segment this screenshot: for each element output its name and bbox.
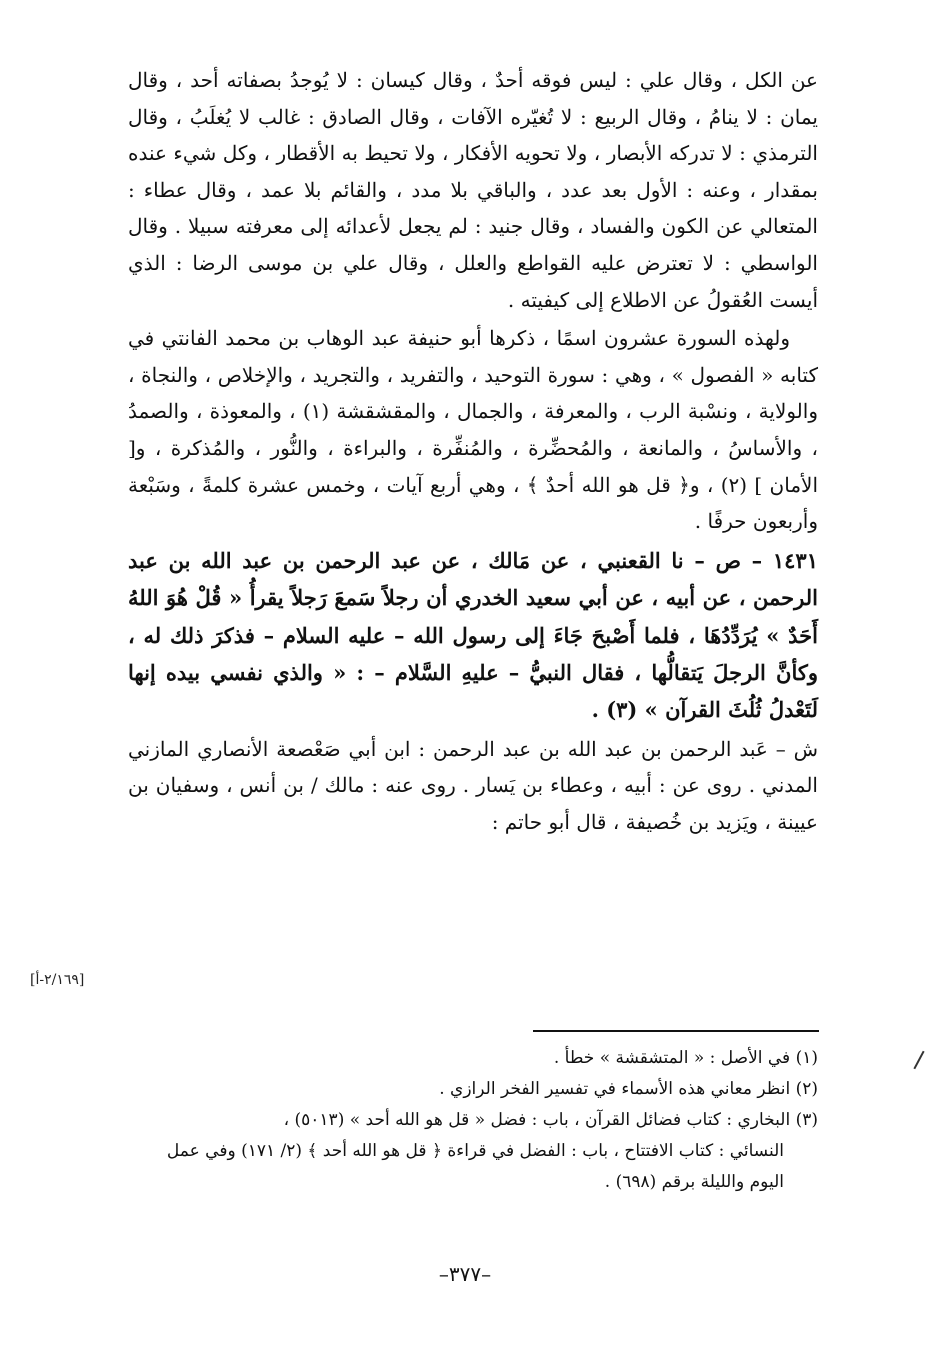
footnote-3-continuation: النسائي : كتاب الافتتاح ، باب : الفضل في قراءة ﴿ قل هو الله أحد ﴾ (٢/ ١٧١) وفي عمل اليوم والليلة برقم (٦٩٨) .	[166, 1141, 784, 1192]
narrator-commentary: ش – عَبد الرحمن بن عبد الله بن عبد الرحمن : ابن أبي صَعْصعة الأنصاري المازني المدني . روى عن : أبيه ، وعطاء بن يَسار . روى عنه : مالك / بن أنس ، وسفيان بن عيينة ، ويَزيد بن خُصيفة ، قال أبو حاتم :	[128, 736, 818, 834]
footnote-separator	[533, 1030, 819, 1032]
main-text	[128, 62, 818, 841]
margin-stroke-mark	[913, 1051, 924, 1070]
footnote-3	[128, 1105, 818, 1198]
commentary-paragraph: عن الكل ، وقال علي : ليس فوقه أحدٌ ، وقال كيسان : لا يُوجدُ بصفاته أحد ، وقال يمان : لا ينامُ ، وقال الربيع : لا تُغيّره الآفات ، وقال الصادق : غالب لا يُغلَبُ ، وقال الترمذي : لا تدركه الأبصار ، ولا تحويه الأفكار ، ولا تحيط به الأقطار ، وكل شيء عنده بمقدار ، وعنه : الأول بعد عدد ، والباقي بلا مدد ، والقائم بلا عمد ، وقال عطاء : المتعالي عن الكون والفساد ، وقال جنيد : لم يجعل لأعدائه إلى معرفته سبيلا . وقال الواسطي : لا تعترض عليه القواطع والعلل ، وقال علي بن موسى الرضا : الذي أيست العُقولُ عن الاطلاع إلى كيفيته .	[128, 68, 818, 312]
surah-names-paragraph: ولهذه السورة عشرون اسمًا ، ذكرها أبو حنيفة عبد الوهاب بن محمد الفانتي في كتابه « الفصول » ، وهي : سورة التوحيد ، والتفريد ، والتجريد ، والإخلاص ، والنجاة ، والولاية ، ونسْبة الرب ، والمعرفة ، والجمال ، والمقشقشة (١) ، والمعوذة ، والصمدُ ، والأساسُ ، والمانعة ، والمُحضِّرة ، والمُنفِّرة ، والبراءة ، والنُّور ، والمُذكرة ، و[ الأمان ] (٢) ، و﴿ قل هو الله أحدٌ ﴾ ، وهي أربع آيات ، وخمس عشرة كلمةً ، وسَبْعة وأربعون حرفًا .	[128, 326, 818, 534]
footnote-1: (١) في الأصل : « المتشقشة » خطأ .	[553, 1048, 818, 1068]
footnote-3-line: (٣) البخاري : كتاب فضائل القرآن ، باب : فضل « قل هو الله أحد » (٥٠١٣) ،	[283, 1110, 818, 1130]
manuscript-folio-reference: [٢/١٦٩-أ]	[30, 972, 85, 988]
hadith-text: ١٤٣١ – ص – نا القعنبي ، عن مَالك ، عن عبد الرحمن بن عبد الله بن عبد الرحمن ، عن أبيه ، عن أبي سعيد الخدري أن رجلاً سَمعَ رَجلاً يقرأُ « قُلْ هُوَ اللهُ أَحَدٌ » يُرَدِّدُهَا ، فلما أَصْبحَ جَاءَ إلى رسول الله – عليه السلام – فذكرَ ذلك له ، وكأنَّ الرجلَ يَتقالُّها ، فقال النبيُّ – عليهِ السَّلام – : « والذي نفسي بيده إنها لَتَعْدلُ ثُلُثَ القرآن » (٣) .	[128, 547, 818, 723]
page-number: –٣٧٧–	[438, 1262, 492, 1286]
footnotes	[128, 1043, 818, 1198]
footnote-2: (٢) انظر معاني هذه الأسماء في تفسير الفخر الرازي .	[439, 1079, 818, 1099]
